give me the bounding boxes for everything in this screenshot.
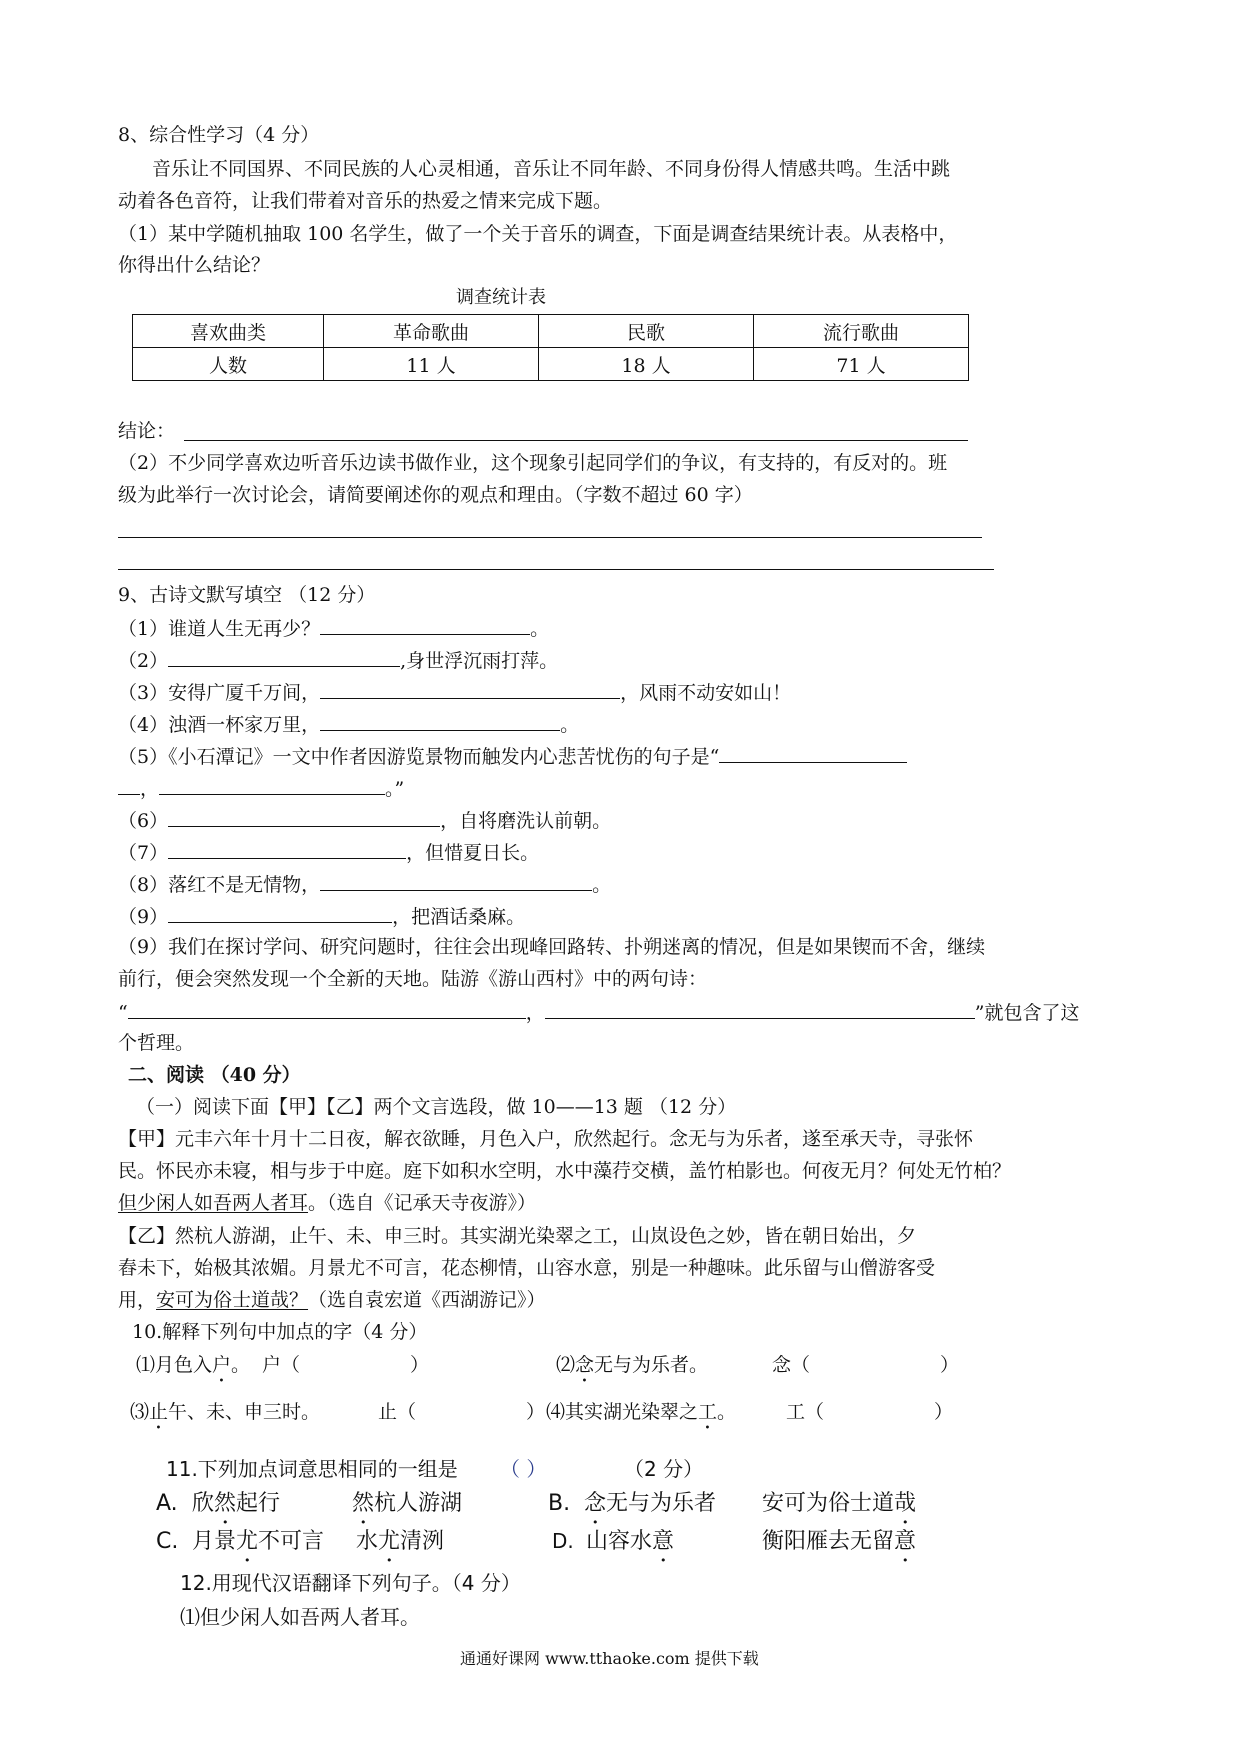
section2-sub1: （一）阅读下面【甲】【乙】两个文言选段，做 10——13 题 （12 分） <box>136 1096 737 1118</box>
q9-line5-prompt: （5）《小石潭记》一文中作者因游览景物而触发内心悲苦忧伤的句子是“ <box>118 746 720 768</box>
passage-yi-lead: 用， <box>118 1289 157 1311</box>
q9-line10a: （9）我们在探讨学问、研究问题时，往往会出现峰回路转、扑朔迷离的情况，但是如果锲而不舍，继续 <box>118 936 986 958</box>
q8-answer-line-2[interactable] <box>118 569 994 570</box>
table-header-cell: 喜欢曲类 <box>133 315 324 348</box>
q11-d2-text: 衡阳雁去无留 <box>762 1529 895 1554</box>
q9-line1-prompt: （1）谁道人生无再少？ <box>118 618 321 640</box>
q9-line7-end: ，但惜夏日长。 <box>406 842 540 864</box>
q9-line5-end: 。” <box>385 778 405 800</box>
q8-title: 8、综合性学习（4 分） <box>118 124 320 146</box>
q9-line1 <box>118 616 549 641</box>
q11-c1-text: 月景 <box>192 1529 237 1554</box>
q11-option-d-label: D. <box>552 1529 574 1553</box>
q11-option-c-1 <box>192 1529 324 1567</box>
q11-answer-paren[interactable]: （ ） <box>500 1457 547 1481</box>
q9-line4-blank[interactable] <box>320 712 560 731</box>
q9-line8-blank[interactable] <box>320 872 592 891</box>
q9-line10-comma: ， <box>525 1002 545 1024</box>
q8-answer-line-1[interactable] <box>118 537 982 538</box>
q9-line5-blank-1b[interactable] <box>118 776 140 795</box>
q9-line2-blank[interactable] <box>168 648 400 667</box>
conclusion-answer-line[interactable] <box>184 440 968 441</box>
q12-sentence1: ⑴但少闲人如吾两人者耳。 <box>180 1605 420 1629</box>
q10-item1-end: 。 <box>231 1354 251 1376</box>
q11-c2-text: 水 <box>356 1529 379 1554</box>
q11-a1-dotted: 然 <box>214 1491 237 1516</box>
q10-item2-key: 念（ <box>772 1354 811 1376</box>
table-cell: 11 人 <box>324 348 539 381</box>
passage-yi-line1: 【乙】然杭人游湖，止午、未、申三时。其实湖光染翠之工，山岚设色之妙，皆在朝日始出，夕 <box>118 1225 917 1247</box>
q9-line2-prompt: （2） <box>118 650 169 672</box>
q9-line7-blank[interactable] <box>168 840 406 859</box>
table-header-row <box>133 315 969 348</box>
q11-b2-text: 安可为俗士道 <box>762 1491 895 1516</box>
q9-line2 <box>118 648 558 673</box>
q9-line9 <box>118 904 525 929</box>
q10-item1-key: 户（ <box>262 1354 301 1376</box>
q9-line6-end: ，自将磨洗认前朝。 <box>440 810 612 832</box>
q10-item4-close: ） <box>934 1401 954 1423</box>
table-header-cell: 流行歌曲 <box>754 315 969 348</box>
q9-title: 9、古诗文默写填空 （12 分） <box>118 584 376 606</box>
q10-item3-key: 止（ <box>378 1401 417 1423</box>
q11-option-c-label: C. <box>156 1529 179 1554</box>
q10-item2-answer[interactable] <box>772 1354 959 1377</box>
q9-line4-prompt: （4）浊酒一杯家万里， <box>118 714 321 736</box>
q9-line10d: 个哲理。 <box>118 1032 195 1054</box>
q11-c2-end: 清洌 <box>400 1529 445 1554</box>
q9-line10-blank-1[interactable] <box>128 1000 526 1019</box>
q9-line4-end: 。 <box>560 714 580 736</box>
q8-part1-line2: 你得出什么结论？ <box>118 254 271 276</box>
q8-part1-line1: （1）某中学随机抽取 100 名学生，做了一个关于音乐的调查，下面是调查结果统计表。从表格中， <box>118 223 958 245</box>
q10-item3-answer[interactable] <box>378 1401 545 1424</box>
q10-item1-dotted: 户 <box>212 1354 232 1376</box>
q9-line8-end: 。 <box>592 874 612 896</box>
q11-score: （2 分） <box>624 1457 704 1481</box>
q9-line5 <box>118 744 907 769</box>
table-header-cell: 革命歌曲 <box>324 315 539 348</box>
q11-option-a[interactable] <box>156 1491 178 1517</box>
q11-a1-text: 欣 <box>192 1491 215 1516</box>
q9-line3 <box>118 680 791 705</box>
table-header-cell: 民歌 <box>539 315 754 348</box>
table-cell: 71 人 <box>754 348 969 381</box>
q10-item2-text: ⑵ <box>556 1354 576 1376</box>
q11-c1-end: 不可言 <box>258 1529 325 1554</box>
q9-line4 <box>118 712 579 737</box>
q9-line7 <box>118 840 539 865</box>
q11-b2-dotted: 哉 <box>894 1491 917 1516</box>
q10-item3-dotted: 止 <box>149 1401 169 1423</box>
passage-jia-line1: 【甲】元丰六年十月十二日夜，解衣欲睡，月色入户，欣然起行。念无与为乐者，遂至承天寺，寻张怀 <box>118 1128 974 1150</box>
q11-b1-end: 无与为乐者 <box>606 1491 717 1516</box>
q11-option-d[interactable] <box>552 1529 574 1553</box>
passage-yi-line3 <box>118 1289 546 1312</box>
q11-c2-dotted: 尤 <box>378 1529 401 1554</box>
q11-option-d-2 <box>762 1529 916 1567</box>
q10-item2-close: ） <box>940 1354 960 1376</box>
q11-option-a-2 <box>352 1491 462 1529</box>
q9-line6 <box>118 808 611 833</box>
q9-line8-prompt: （8）落红不是无情物， <box>118 874 321 896</box>
q11-option-b-2 <box>762 1491 916 1529</box>
q11-option-a-label: A. <box>156 1491 178 1516</box>
q10-item2-end: 无与为乐者。 <box>594 1354 709 1376</box>
q11-a2-dotted: 然 <box>352 1491 375 1516</box>
q12-title: 12.用现代汉语翻译下列句子。（4 分） <box>180 1571 521 1595</box>
q11-d1-text: 山容水 <box>586 1529 653 1554</box>
underlined-sentence-jia: 但少闲人如吾两人者耳 <box>118 1192 309 1214</box>
q11-d1-dotted: 意 <box>652 1529 675 1554</box>
q9-line1-blank[interactable] <box>320 616 530 635</box>
q11-b1-dotted: 念 <box>584 1491 607 1516</box>
q10-item2 <box>556 1354 708 1387</box>
q10-item4-key: 工（ <box>786 1401 825 1423</box>
section2-title: 二、阅读 （40 分） <box>128 1064 301 1086</box>
q11-option-a-1 <box>192 1491 280 1529</box>
q9-line6-prompt: （6） <box>118 810 169 832</box>
q9-line3-blank[interactable] <box>320 680 620 699</box>
q8-intro-line1: 音乐让不同国界、不同民族的人心灵相通，音乐让不同年龄、不同身份得人情感共鸣。生活中跳 <box>152 158 951 180</box>
q8-intro-line2: 动着各色音符，让我们带着对音乐的热爱之情来完成下题。 <box>118 190 613 212</box>
q9-line10c <box>118 1000 1079 1025</box>
q10-item3-close: ） <box>526 1401 546 1423</box>
q9-line3-prompt: （3）安得广厦千万间， <box>118 682 321 704</box>
q9-line10-end: ”就包含了这 <box>974 1002 1080 1024</box>
q8-part2-line1: （2）不少同学喜欢边听音乐边读书做作业，这个现象引起同学们的争议，有支持的，有反对的。班 <box>118 452 948 474</box>
q11-d2-dotted: 意 <box>894 1529 917 1554</box>
q11-option-b-label: B. <box>548 1491 571 1516</box>
q9-line5-comma: ， <box>140 778 160 800</box>
underlined-sentence-yi: 安可为俗士道哉？ <box>156 1289 309 1311</box>
q10-item4 <box>546 1401 736 1434</box>
q11-option-b-1 <box>584 1491 716 1529</box>
q9-line5-cont <box>118 776 404 801</box>
q11-title <box>166 1457 458 1481</box>
page-footer: 通通好课网 www.tthaoke.com 提供下载 <box>460 1649 759 1668</box>
q9-line10-blank-2[interactable] <box>545 1000 975 1019</box>
q10-item1 <box>136 1354 250 1387</box>
q9-line5-blank-1[interactable] <box>719 744 907 763</box>
q9-line1-end: 。 <box>530 618 550 640</box>
q11-option-d-1 <box>586 1529 674 1567</box>
q10-item4-text: ⑷其实湖光染翠之 <box>546 1401 699 1423</box>
q11-c1-dotted: 尤 <box>236 1529 259 1554</box>
table-cell: 人数 <box>133 348 324 381</box>
survey-table-title: 调查统计表 <box>456 287 546 308</box>
q10-item1-text: ⑴月色入 <box>136 1354 213 1376</box>
q11-a2-end: 杭人游湖 <box>374 1491 463 1516</box>
q10-item1-close: ） <box>410 1354 430 1376</box>
survey-table <box>132 314 969 381</box>
q10-item3-end: 午、未、申三时。 <box>168 1401 321 1423</box>
q9-line9-prompt: （9） <box>118 906 169 928</box>
q11-option-c-2 <box>356 1529 444 1567</box>
q11-option-b[interactable] <box>548 1491 570 1517</box>
conclusion-label: 结论： <box>118 420 176 442</box>
q9-open-quote: “ <box>118 1002 128 1024</box>
q10-item4-end: 。 <box>717 1401 737 1423</box>
q10-item3-text: ⑶ <box>130 1401 150 1423</box>
table-cell: 18 人 <box>539 348 754 381</box>
q10-title: 10.解释下列句中加点的字（4 分） <box>132 1321 428 1343</box>
q9-line2-end: ,身世浮沉雨打萍。 <box>400 650 559 672</box>
passage-jia-line3 <box>118 1192 536 1215</box>
q10-item3 <box>130 1401 320 1434</box>
q10-item4-answer[interactable] <box>786 1401 953 1424</box>
q9-line8 <box>118 872 611 897</box>
q11-option-c[interactable] <box>156 1529 178 1555</box>
q9-line9-end: ，把酒话桑麻。 <box>392 906 526 928</box>
q9-line7-prompt: （7） <box>118 842 169 864</box>
q11-title-text: 11.下列加点词意思相同的一组是 <box>166 1457 458 1481</box>
q10-item1-answer[interactable] <box>262 1354 429 1377</box>
table-row <box>133 348 969 381</box>
q8-part2-line2: 级为此举行一次讨论会，请简要阐述你的观点和理由。（字数不超过 60 字） <box>118 484 753 506</box>
q9-line5-blank-2[interactable] <box>159 776 385 795</box>
q10-item4-dotted: 工 <box>698 1401 718 1423</box>
q9-line6-blank[interactable] <box>168 808 440 827</box>
passage-jia-line2: 民。怀民亦未寝，相与步于中庭。庭下如积水空明，水中藻荇交横，盖竹柏影也。何夜无月？何处无竹柏？ <box>118 1160 1012 1182</box>
q9-line10b: 前行，便会突然发现一个全新的天地。陆游《游山西村》中的两句诗： <box>118 968 708 990</box>
q9-line9-blank[interactable] <box>168 904 392 923</box>
passage-jia-source: 。（选自《记承天寺夜游》） <box>308 1192 537 1214</box>
passage-yi-line2: 舂未下，始极其浓媚。月景尤不可言，花态柳情，山容水意，别是一种趣味。此乐留与山僧游客受 <box>118 1257 936 1279</box>
q9-line3-end: ，风雨不动安如山！ <box>620 682 792 704</box>
passage-yi-source: （选自袁宏道《西湖游记》） <box>308 1289 546 1311</box>
q11-a1-end: 起行 <box>236 1491 281 1516</box>
q10-item2-dotted: 念 <box>575 1354 595 1376</box>
